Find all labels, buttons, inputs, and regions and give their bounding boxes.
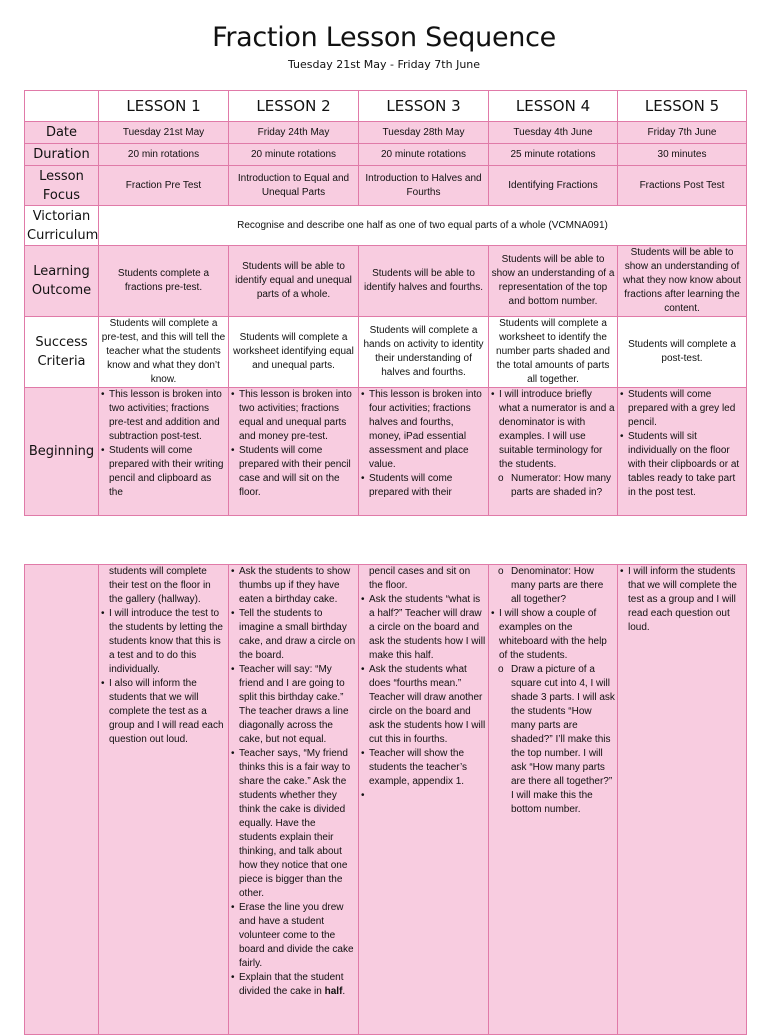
list-item: • Ask the students what does “fourths mean.” Teacher will draw another circle on the board and ask the students how I will cut this in fourths. bbox=[361, 663, 486, 747]
item-text: . bbox=[342, 986, 346, 997]
curriculum-row bbox=[25, 206, 747, 246]
lesson-4-header: LESSON 4 bbox=[489, 91, 618, 122]
success-row bbox=[25, 317, 747, 388]
bullet-list bbox=[361, 388, 486, 500]
bullet-list bbox=[620, 388, 744, 500]
continuation-cell-2-content bbox=[231, 565, 356, 1023]
date-cell: Tuesday 28th May bbox=[359, 122, 489, 144]
list-item bbox=[361, 789, 486, 803]
bullet-list bbox=[361, 593, 486, 803]
bullet-list bbox=[620, 565, 744, 635]
page-subtitle: Tuesday 21st May - Friday 7th June bbox=[287, 58, 481, 71]
outcome-label: Learning Outcome bbox=[25, 246, 99, 317]
continuation-cell-2 bbox=[229, 565, 359, 1035]
list-item: • Students will come prepared with their writing pencil and clipboard as the bbox=[101, 444, 226, 500]
list-item: • Ask the students “what is a half?” Teacher will draw a circle on the board and ask the students how I will make this half. bbox=[361, 593, 486, 663]
continuation-row bbox=[25, 565, 747, 1035]
beginning-cell-3-content bbox=[361, 388, 486, 514]
bullet-list bbox=[231, 388, 356, 500]
date-cell: Friday 7th June bbox=[618, 122, 747, 144]
beginning-cell-5 bbox=[618, 388, 747, 516]
success-cell: Students will complete a hands on activity to identity their understanding of halves and fourths. bbox=[359, 317, 489, 388]
continuation-cell-1 bbox=[99, 565, 229, 1035]
beginning-cell-3 bbox=[359, 388, 489, 516]
list-item: o Denominator: How many parts are there all together? bbox=[491, 565, 615, 607]
list-item: • Students will sit individually on the floor with their clipboards or at tables ready to take part in the post test. bbox=[620, 430, 744, 500]
focus-cell: Introduction to Halves and Fourths bbox=[359, 166, 489, 206]
list-item: • This lesson is broken into four activities; fractions halves and fourths, money, iPad essential assessment and place value. bbox=[361, 388, 486, 472]
continuation-cell-4-content bbox=[491, 565, 615, 1023]
lesson-header-row bbox=[25, 91, 747, 122]
bullet-list bbox=[101, 607, 226, 747]
lesson-1-header: LESSON 1 bbox=[99, 91, 229, 122]
outcome-cell: Students will be able to show an understanding of a representation of the top and bottom number. bbox=[489, 246, 618, 317]
list-item: • I will introduce the test to the students by letting the students know that this is a test and to do this individually. bbox=[101, 607, 226, 677]
beginning-cell-4-content bbox=[491, 388, 615, 514]
success-label: Success Criteria bbox=[25, 317, 99, 388]
list-item: • Students will come prepared with a grey led pencil. bbox=[620, 388, 744, 430]
continuation-cell-3-content bbox=[361, 565, 486, 1023]
outcome-cell: Students will be able to show an understanding of what they now know about fractions after learning the content. bbox=[618, 246, 747, 317]
outcome-cell: Students will be able to identify equal and unequal parts of a whole. bbox=[229, 246, 359, 317]
bullet-list bbox=[491, 388, 615, 472]
success-cell: Students will complete a pre-test, and this will tell the teacher what the students know and what they don’t know. bbox=[99, 317, 229, 388]
page-title: Fraction Lesson Sequence bbox=[212, 22, 556, 53]
continuation-cell-5-content bbox=[620, 565, 744, 1023]
list-item: • Teacher says, “My friend thinks this is a fair way to share the cake.” Ask the students whether they think the cake is divided equally. Have the students explain their thinking, and talk about how they notice that one piece is bigger than the other. bbox=[231, 747, 356, 901]
list-item: • This lesson is broken into two activities; fractions equal and unequal parts and money pre-test. bbox=[231, 388, 356, 444]
beginning-cell-5-content bbox=[620, 388, 744, 514]
duration-cell: 25 minute rotations bbox=[489, 144, 618, 166]
list-item: • Tell the students to imagine a small birthday cake, and draw a circle on the board. bbox=[231, 607, 356, 663]
focus-cell: Identifying Fractions bbox=[489, 166, 618, 206]
lesson-table bbox=[24, 90, 747, 516]
focus-cell: Fraction Pre Test bbox=[99, 166, 229, 206]
focus-cell: Fractions Post Test bbox=[618, 166, 747, 206]
list-item: • Teacher will say: “My friend and I are going to split this birthday cake.” The teacher draws a line diagonally across the cake, but not equal. bbox=[231, 663, 356, 747]
lesson-2-header: LESSON 2 bbox=[229, 91, 359, 122]
corner-cell bbox=[25, 91, 99, 122]
duration-cell: 20 min rotations bbox=[99, 144, 229, 166]
beginning-row bbox=[25, 388, 747, 516]
sub-list bbox=[491, 663, 615, 817]
list-item: • Teacher will show the students the teacher’s example, appendix 1. bbox=[361, 747, 486, 789]
date-row bbox=[25, 122, 747, 144]
list-item: • Students will come prepared with their bbox=[361, 472, 486, 500]
continuation-label-cell bbox=[25, 565, 99, 1035]
outcome-cell: Students will be able to identify halves and fourths. bbox=[359, 246, 489, 317]
outcome-cell: Students complete a fractions pre-test. bbox=[99, 246, 229, 317]
duration-cell: 20 minute rotations bbox=[359, 144, 489, 166]
bullet-list bbox=[491, 607, 615, 663]
sub-list bbox=[491, 565, 615, 607]
date-cell: Friday 24th May bbox=[229, 122, 359, 144]
beginning-cell-1 bbox=[99, 388, 229, 516]
list-item: • Students will come prepared with their pencil case and will sit on the floor. bbox=[231, 444, 356, 500]
duration-row bbox=[25, 144, 747, 166]
duration-cell: 30 minutes bbox=[618, 144, 747, 166]
beginning-cell-2 bbox=[229, 388, 359, 516]
item-text: Explain that the student divided the cake in bbox=[239, 972, 344, 997]
curriculum-cell: Recognise and describe one half as one of two equal parts of a whole (VCMNA091) bbox=[99, 206, 747, 246]
outcome-row bbox=[25, 246, 747, 317]
lesson-3-header: LESSON 3 bbox=[359, 91, 489, 122]
curriculum-label: Victorian Curriculum bbox=[25, 206, 99, 246]
beginning-cell-1-content bbox=[101, 388, 226, 514]
sub-list bbox=[491, 472, 615, 500]
date-cell: Tuesday 4th June bbox=[489, 122, 618, 144]
duration-cell: 20 minute rotations bbox=[229, 144, 359, 166]
list-item: • This lesson is broken into two activities; fractions pre-test and addition and subtraction post-test. bbox=[101, 388, 226, 444]
continuation-cell-3 bbox=[359, 565, 489, 1035]
bullet-list bbox=[101, 388, 226, 500]
continuation-cell-5 bbox=[618, 565, 747, 1035]
beginning-cell-4 bbox=[489, 388, 618, 516]
list-item: • I will inform the students that we will complete the test as a group and I will read each question out loud. bbox=[620, 565, 744, 635]
list-item bbox=[231, 971, 356, 999]
continuation-cell-4 bbox=[489, 565, 618, 1035]
bold-word: half bbox=[324, 986, 343, 997]
continuation-cell-1-content bbox=[101, 565, 226, 1023]
list-item: • I also will inform the students that we will complete the test as a group and I will read each question out loud. bbox=[101, 677, 226, 747]
beginning-label: Beginning bbox=[25, 388, 99, 516]
beginning-cell-2-content bbox=[231, 388, 356, 514]
success-cell: Students will complete a worksheet to identify the number parts shaded and the total amounts of parts all together. bbox=[489, 317, 618, 388]
list-item: • I will show a couple of examples on the whiteboard with the help of the students. bbox=[491, 607, 615, 663]
success-cell: Students will complete a post-test. bbox=[618, 317, 747, 388]
focus-cell: Introduction to Equal and Unequal Parts bbox=[229, 166, 359, 206]
list-item: o Numerator: How many parts are shaded in? bbox=[491, 472, 615, 500]
list-item: o Draw a picture of a square cut into 4, I will shade 3 parts. I will ask the students “How many parts are shaded?” I’ll make this the top number. I will ask “How many parts are there all together?” I will make this the bottom number. bbox=[491, 663, 615, 817]
date-label: Date bbox=[25, 122, 99, 144]
bullet-list bbox=[231, 565, 356, 999]
duration-label: Duration bbox=[25, 144, 99, 166]
continuation-table bbox=[24, 564, 747, 1035]
list-item: • Erase the line you drew and have a student volunteer come to the board and divide the cake fairly. bbox=[231, 901, 356, 971]
lesson-5-header: LESSON 5 bbox=[618, 91, 747, 122]
success-cell: Students will complete a worksheet identifying equal and unequal parts. bbox=[229, 317, 359, 388]
focus-row bbox=[25, 166, 747, 206]
list-item: • I will introduce briefly what a numerator is and a denominator is with examples. I will use suitable terminology for the students. bbox=[491, 388, 615, 472]
continued-text: pencil cases and sit on the floor. bbox=[369, 566, 471, 591]
date-cell: Tuesday 21st May bbox=[99, 122, 229, 144]
continued-text: students will complete their test on the floor in the gallery (hallway). bbox=[109, 566, 211, 605]
focus-label: Lesson Focus bbox=[25, 166, 99, 206]
list-item: • Ask the students to show thumbs up if they have eaten a birthday cake. bbox=[231, 565, 356, 607]
